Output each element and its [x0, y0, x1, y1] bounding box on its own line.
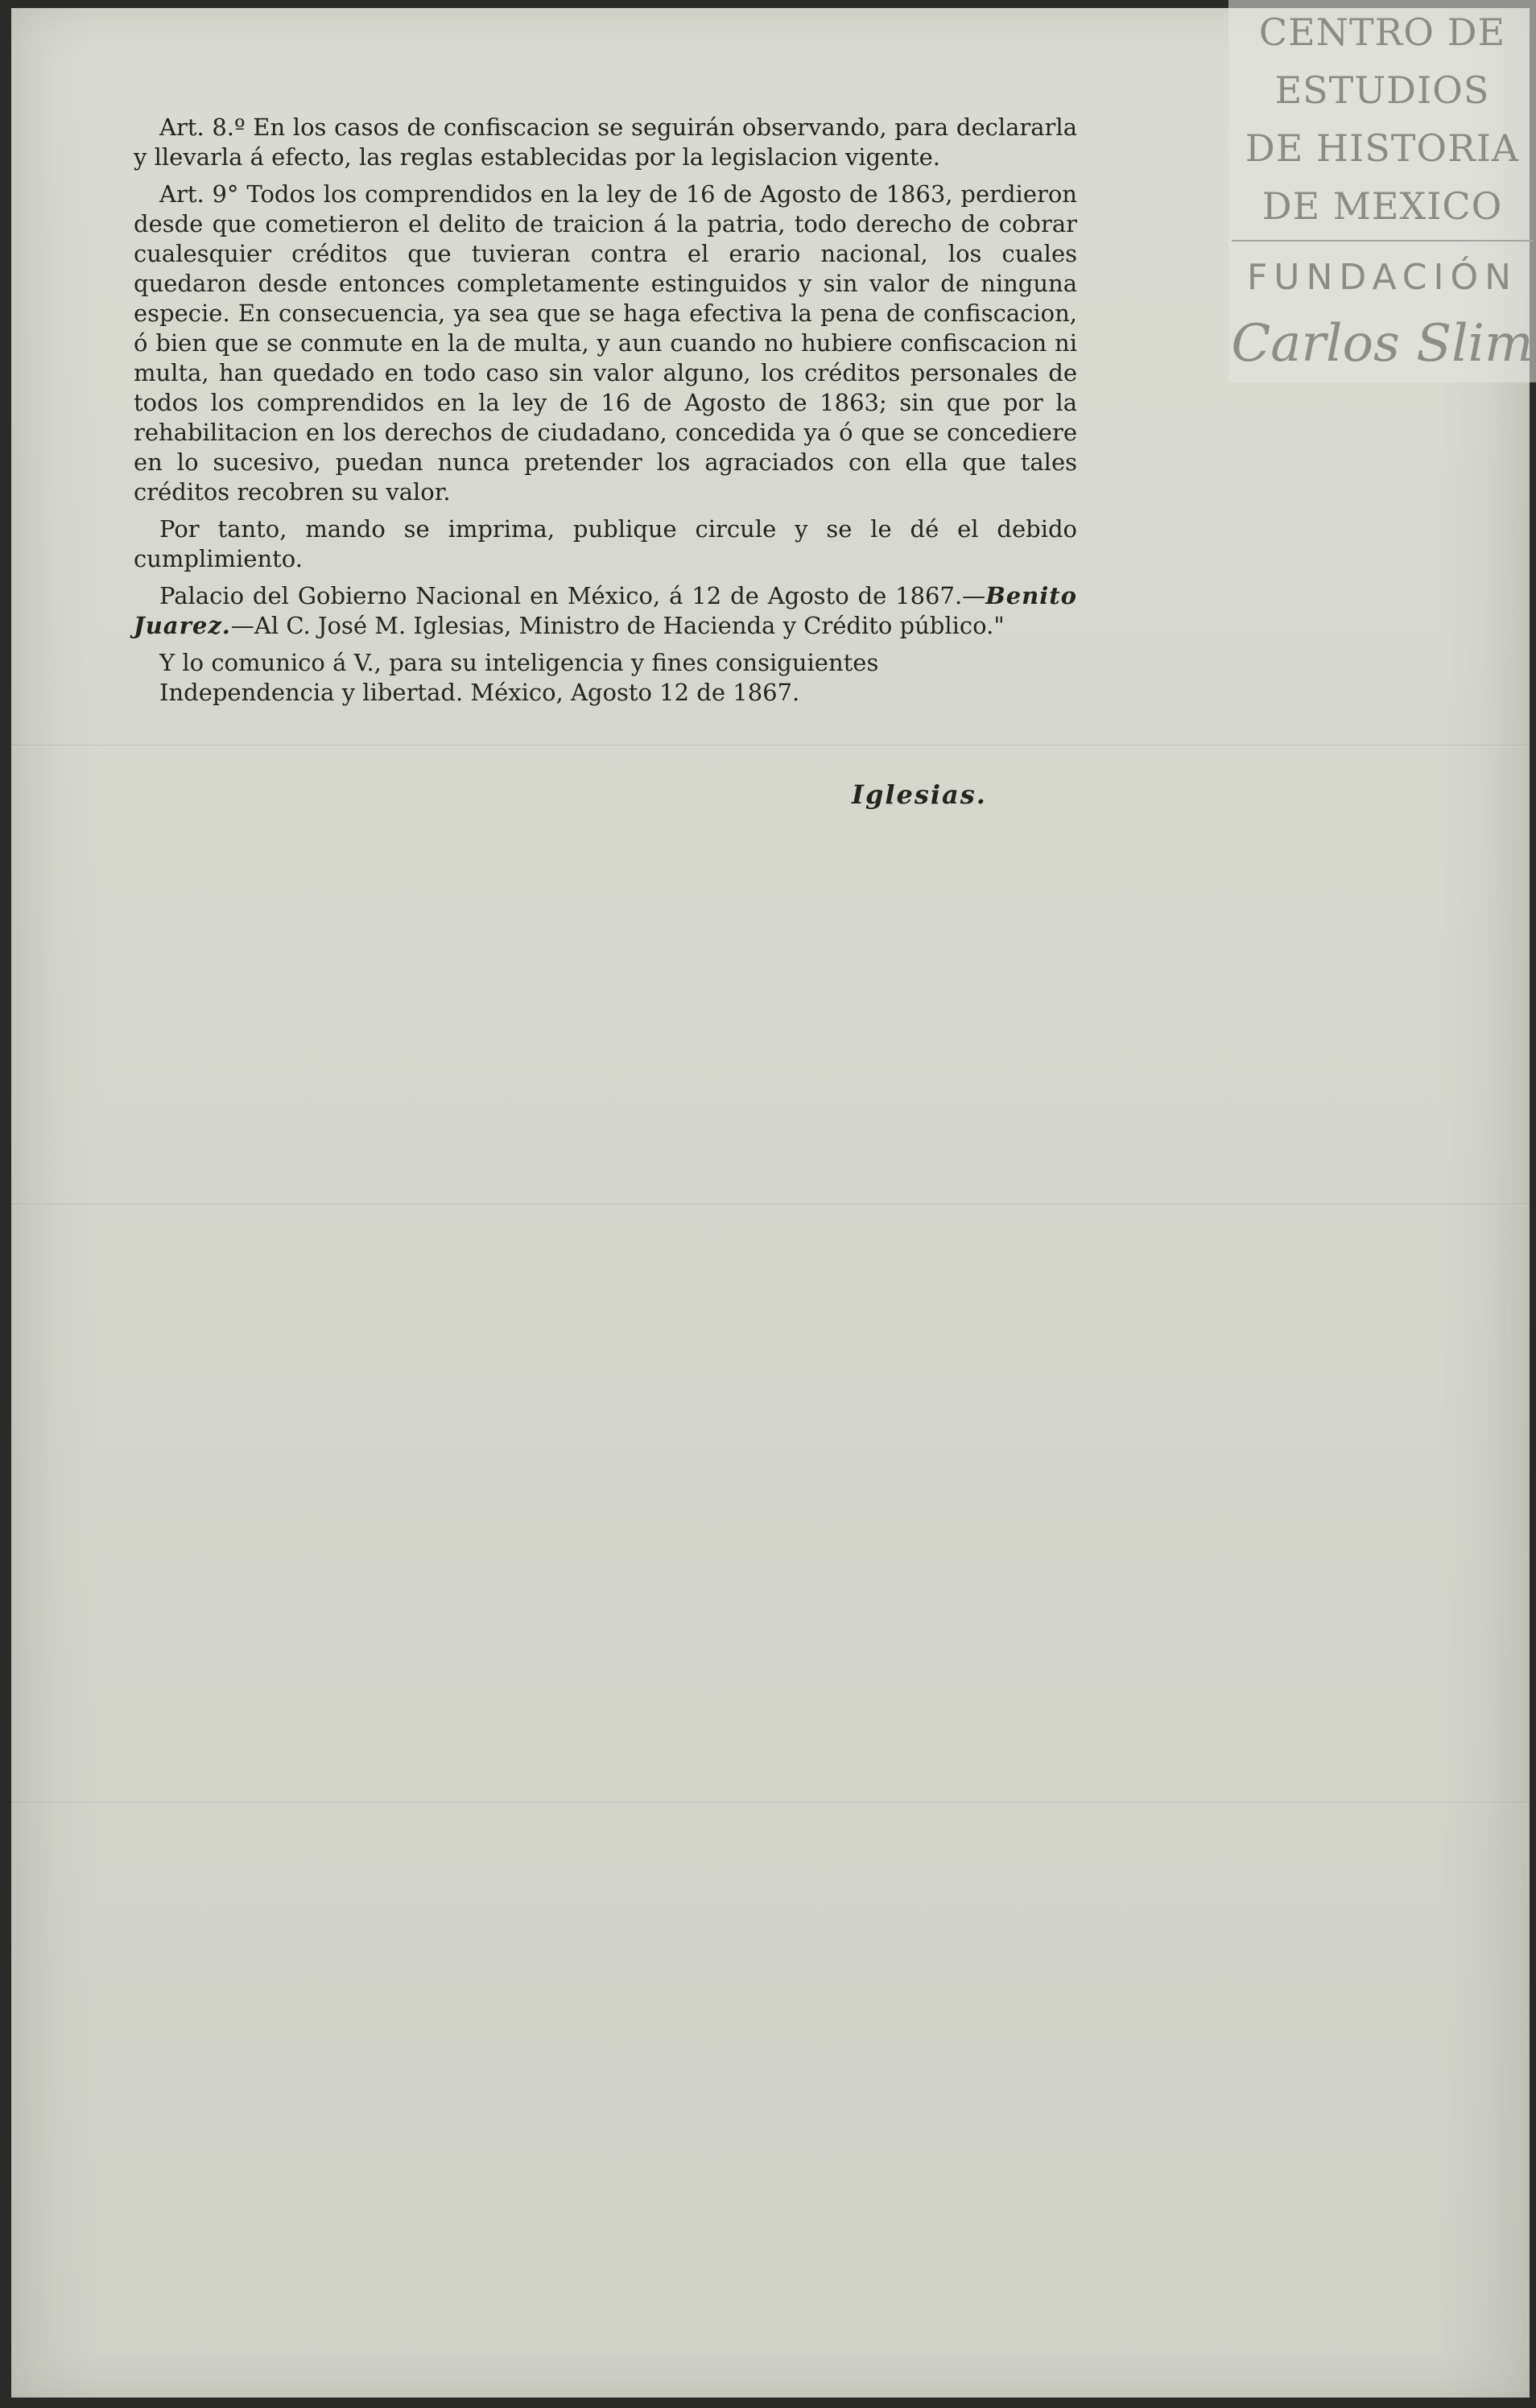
watermark-line: DE HISTORIA: [1245, 126, 1520, 170]
archive-watermark: [1228, 0, 1536, 382]
watermark-signature: Carlos Slim: [1231, 314, 1534, 374]
addressee-text: —Al C. José M. Iglesias, Ministro de Hacienda y Crédito público.": [230, 612, 1005, 639]
article-8: Art. 8.º En los casos de confiscacion se seguirán observando, para declararla y llevarla á efecto, las reglas establecidas por la legislacion vigente.: [134, 114, 1077, 171]
decree-place-date: [134, 581, 1077, 641]
article-9: Art. 9° Todos los comprendidos en la ley de 16 de Agosto de 1863, perdieron desde que cometieron el delito de traicion á la patria, todo derecho de cobrar cualesquier créditos que tuvieran contra el erario nacional, los cuales quedaron desde entonces completamente estinguidos y sin valor de ninguna especie. En consecuencia, ya sea que se haga efectiva la pena de confiscacion, ó bien que se conmute en la de multa, y aun cuando no hubiere confiscacion ni multa, han quedado en todo caso sin valor alguno, los créditos personales de todos los comprendidos en la ley de 16 de Agosto de 1863; sin que por la rehabilitacion en los derechos de ciudadano, concedida ya ó que se concediere en lo sucesivo, puedan nunca pretender los agraciados con ella que tales créditos recobren su valor.: [134, 180, 1077, 506]
communication-line: Y lo comunico á V., para su inteligencia y fines consiguientes: [159, 649, 879, 676]
decree-order: Por tanto, mando se imprima, publique circule y se le dé el debido cumplimiento.: [134, 515, 1077, 572]
minister-signature: Iglesias.: [852, 779, 987, 810]
president-signature: Benito Juarez.: [134, 582, 1077, 639]
watermark-divider: [1232, 240, 1533, 242]
watermark-foundation: FUNDACIÓN: [1246, 257, 1518, 298]
place-date-text: Palacio del Gobierno Nacional en México, á 12 de Agosto de 1867.—: [159, 582, 986, 609]
paper-fold: [11, 1802, 1530, 1804]
watermark-line: ESTUDIOS: [1274, 68, 1490, 112]
document-body: [134, 113, 1077, 708]
closing-line: Independencia y libertad. México, Agosto 12 de 1867.: [159, 679, 800, 706]
watermark-line: CENTRO DE: [1258, 10, 1506, 54]
paper-fold: [11, 745, 1530, 747]
watermark-line: DE MEXICO: [1261, 184, 1503, 228]
paper-fold: [11, 1204, 1530, 1206]
